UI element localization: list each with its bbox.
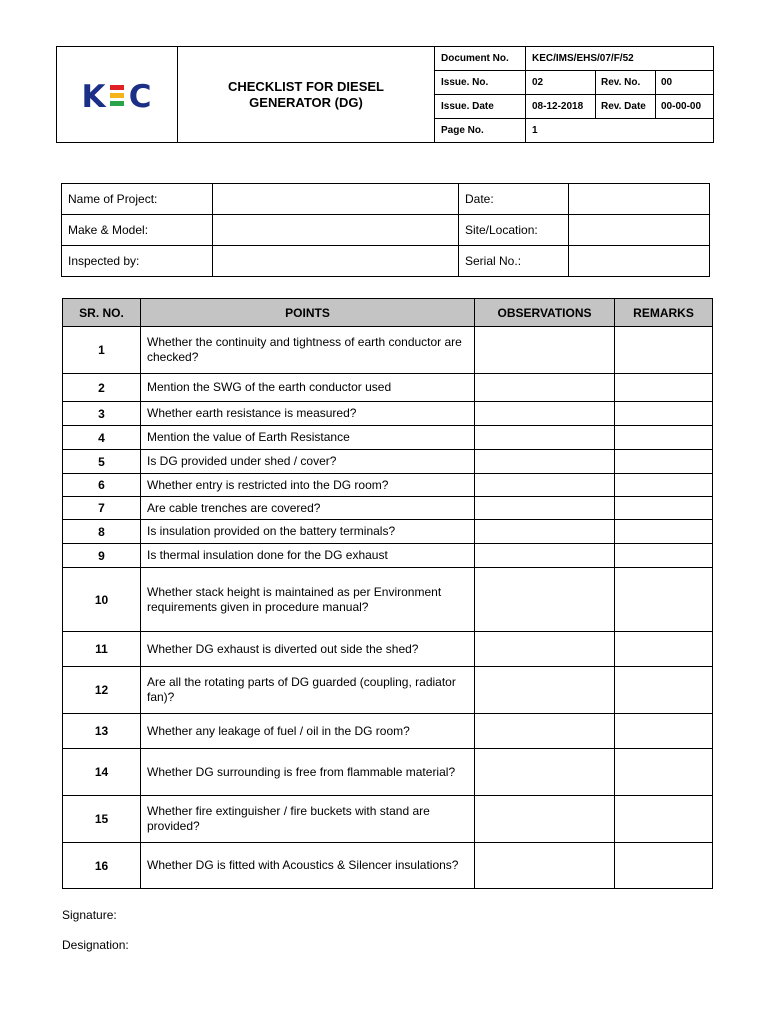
row-point: Are cable trenches are covered? xyxy=(141,497,475,520)
checklist-row xyxy=(63,450,713,474)
kec-logo: K C xyxy=(81,78,153,115)
title-line-1: CHECKLIST FOR DIESEL xyxy=(227,78,384,94)
checklist-row xyxy=(63,544,713,568)
row-point: Whether DG surrounding is free from flammable material? xyxy=(141,749,475,796)
project-info-table xyxy=(61,183,710,277)
checklist-row xyxy=(63,374,713,402)
checklist-row xyxy=(63,667,713,714)
row-remarks-field[interactable] xyxy=(615,327,713,374)
make-model-label: Make & Model: xyxy=(62,215,213,246)
row-point: Whether DG exhaust is diverted out side the shed? xyxy=(141,632,475,667)
inspected-by-label: Inspected by: xyxy=(62,246,213,277)
rev-date-value: 00-00-00 xyxy=(656,95,714,119)
serial-no-field[interactable] xyxy=(569,246,710,277)
row-remarks-field[interactable] xyxy=(615,667,713,714)
row-remarks-field[interactable] xyxy=(615,796,713,843)
row-point: Is DG provided under shed / cover? xyxy=(141,450,475,474)
page-no-value: 1 xyxy=(526,119,714,143)
row-remarks-field[interactable] xyxy=(615,843,713,889)
row-point: Whether entry is restricted into the DG room? xyxy=(141,474,475,497)
row-remarks-field[interactable] xyxy=(615,497,713,520)
header-points: POINTS xyxy=(141,299,475,327)
checklist-row xyxy=(63,632,713,667)
checklist-row xyxy=(63,843,713,889)
row-observation-field[interactable] xyxy=(475,843,615,889)
rev-no-value: 00 xyxy=(656,71,714,95)
row-remarks-field[interactable] xyxy=(615,714,713,749)
row-remarks-field[interactable] xyxy=(615,426,713,450)
row-sr-no: 11 xyxy=(63,632,141,667)
doc-no-label: Document No. xyxy=(435,47,526,71)
row-observation-field[interactable] xyxy=(475,714,615,749)
row-sr-no: 7 xyxy=(63,497,141,520)
issue-date-value: 08-12-2018 xyxy=(526,95,596,119)
row-point: Mention the SWG of the earth conductor used xyxy=(141,374,475,402)
row-sr-no: 10 xyxy=(63,568,141,632)
checklist-row xyxy=(63,426,713,450)
checklist-row xyxy=(63,327,713,374)
checklist-row xyxy=(63,796,713,843)
checklist-row xyxy=(63,520,713,544)
row-remarks-field[interactable] xyxy=(615,520,713,544)
checklist-body xyxy=(63,327,713,889)
row-observation-field[interactable] xyxy=(475,497,615,520)
checklist-row xyxy=(63,568,713,632)
row-sr-no: 2 xyxy=(63,374,141,402)
row-observation-field[interactable] xyxy=(475,327,615,374)
row-point: Whether any leakage of fuel / oil in the DG room? xyxy=(141,714,475,749)
row-sr-no: 14 xyxy=(63,749,141,796)
row-sr-no: 6 xyxy=(63,474,141,497)
row-observation-field[interactable] xyxy=(475,474,615,497)
row-point: Whether fire extinguisher / fire buckets with stand are provided? xyxy=(141,796,475,843)
checklist-row xyxy=(63,474,713,497)
logo-e-mark xyxy=(107,79,129,115)
row-observation-field[interactable] xyxy=(475,749,615,796)
row-point: Mention the value of Earth Resistance xyxy=(141,426,475,450)
checklist-row xyxy=(63,497,713,520)
project-field[interactable] xyxy=(213,184,459,215)
row-remarks-field[interactable] xyxy=(615,474,713,497)
row-observation-field[interactable] xyxy=(475,450,615,474)
checklist-table xyxy=(62,298,713,889)
rev-date-label: Rev. Date xyxy=(596,95,656,119)
header-sr-no: SR. NO. xyxy=(63,299,141,327)
serial-no-label: Serial No.: xyxy=(459,246,569,277)
row-point: Is thermal insulation done for the DG exhaust xyxy=(141,544,475,568)
inspected-by-field[interactable] xyxy=(213,246,459,277)
designation-label: Designation: xyxy=(62,938,129,952)
row-remarks-field[interactable] xyxy=(615,450,713,474)
row-sr-no: 16 xyxy=(63,843,141,889)
rev-no-label: Rev. No. xyxy=(596,71,656,95)
row-remarks-field[interactable] xyxy=(615,402,713,426)
checklist-row xyxy=(63,749,713,796)
row-observation-field[interactable] xyxy=(475,796,615,843)
issue-no-value: 02 xyxy=(526,71,596,95)
row-observation-field[interactable] xyxy=(475,520,615,544)
date-field[interactable] xyxy=(569,184,710,215)
row-point: Is insulation provided on the battery terminals? xyxy=(141,520,475,544)
site-location-field[interactable] xyxy=(569,215,710,246)
row-sr-no: 9 xyxy=(63,544,141,568)
project-label: Name of Project: xyxy=(62,184,213,215)
row-remarks-field[interactable] xyxy=(615,374,713,402)
doc-no-value: KEC/IMS/EHS/07/F/52 xyxy=(526,47,714,71)
row-sr-no: 3 xyxy=(63,402,141,426)
logo-cell xyxy=(57,47,178,143)
header-observations: OBSERVATIONS xyxy=(475,299,615,327)
row-remarks-field[interactable] xyxy=(615,568,713,632)
row-sr-no: 12 xyxy=(63,667,141,714)
row-point: Whether DG is fitted with Acoustics & Silencer insulations? xyxy=(141,843,475,889)
date-label: Date: xyxy=(459,184,569,215)
make-model-field[interactable] xyxy=(213,215,459,246)
checklist-row xyxy=(63,402,713,426)
issue-date-label: Issue. Date xyxy=(435,95,526,119)
row-remarks-field[interactable] xyxy=(615,632,713,667)
row-remarks-field[interactable] xyxy=(615,544,713,568)
row-point: Whether the continuity and tightness of earth conductor are checked? xyxy=(141,327,475,374)
title-line-2: GENERATOR (DG) xyxy=(249,94,363,110)
row-observation-field[interactable] xyxy=(475,402,615,426)
issue-no-label: Issue. No. xyxy=(435,71,526,95)
checklist-row xyxy=(63,714,713,749)
row-sr-no: 5 xyxy=(63,450,141,474)
site-location-label: Site/Location: xyxy=(459,215,569,246)
row-sr-no: 15 xyxy=(63,796,141,843)
row-point: Whether earth resistance is measured? xyxy=(141,402,475,426)
document-title xyxy=(178,47,435,143)
row-sr-no: 8 xyxy=(63,520,141,544)
row-observation-field[interactable] xyxy=(475,426,615,450)
header-remarks: REMARKS xyxy=(615,299,713,327)
row-observation-field[interactable] xyxy=(475,667,615,714)
row-sr-no: 13 xyxy=(63,714,141,749)
row-observation-field[interactable] xyxy=(475,632,615,667)
document-header xyxy=(56,46,714,143)
row-observation-field[interactable] xyxy=(475,374,615,402)
row-remarks-field[interactable] xyxy=(615,749,713,796)
signature-label: Signature: xyxy=(62,908,117,922)
page-no-label: Page No. xyxy=(435,119,526,143)
row-sr-no: 1 xyxy=(63,327,141,374)
row-observation-field[interactable] xyxy=(475,544,615,568)
row-point: Whether stack height is maintained as per Environment requirements given in procedure manual? xyxy=(141,568,475,632)
row-point: Are all the rotating parts of DG guarded (coupling, radiator fan)? xyxy=(141,667,475,714)
row-observation-field[interactable] xyxy=(475,568,615,632)
row-sr-no: 4 xyxy=(63,426,141,450)
